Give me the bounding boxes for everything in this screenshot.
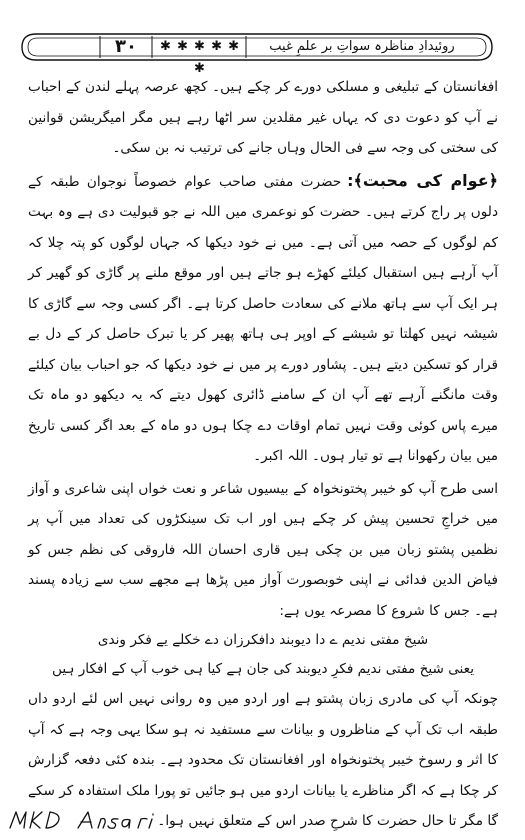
verse-pashto: شیخ مفتی ندیم ے دا دیوبند دافکرزان دے خکلے یے فکر وندی <box>97 632 429 648</box>
page-number: ۳۰ <box>115 36 137 57</box>
verse-urdu-translation: یعنی شیخ مفتی ندیم فکرِ دیوبند کی جان ہے کیا ہی خوب آپ کے افکار ہیں <box>52 661 474 677</box>
running-header <box>20 32 494 76</box>
signature-mkd-ansari <box>6 806 206 834</box>
header-star-ornaments: ✱ ✱ ✱ ✱ ✱ ✱ <box>160 39 240 76</box>
handwritten-signature <box>6 806 206 834</box>
paragraph-poets: اسی طرح آپ کو خیبر پختونخواہ کے بیسیوں شاعر و نعت خواں اپنی شاعری و آواز میں خراجِ تحسین پیش کر چکے ہیں اور اب تک سینکڑوں کی تعداد میں آپ پر نظمیں پشتو زبان میں بن چکی ہیں قاری احسان اللہ فاروقی کی نظم جس کو فیاض الدین فدائی نے اپنی خوبصورت آواز میں پڑھا ہے مجھے سب سے زیادہ پسند ہے۔ جس کا شروع کا مصرعہ یوں ہے: <box>28 480 498 619</box>
paragraph-language: چونکہ آپ کی مادری زبان پشتو ہے اور اردو میں وہ روانی نہیں اس لئے اردو داں طبقہ اب تک آپ کے مناظروں و بیانات سے مستفید نہ ہو سکا یہی وجہ ہے کہ آپ کا اثر و رسوخ خیبر پختونخواہ اور افغانستان تک محدود ہے۔ بندہ کئی دفعہ گزارش کر چکا ہے کہ اگر مناظرے یا بیانات اردو میں ہو جائیں تو پورا ملک استفادہ کر سکے گا مگر تا حال حضرت کا شرحِ صدر اس کے متعلق نہیں ہوا۔ <box>28 691 498 829</box>
paragraph-public-love-text: حضرت مفتی صاحب عوام خصوصاً نوجوان طبقہ کے دلوں پر راج کرتے ہیں۔ حضرت کو نوعمری میں اللہ نے جو قبولیت دی ہے وہ بہت کم لوگوں کے حصہ میں آتی ہے۔ میں نے خود دیکھا کہ جہاں لوگوں کو پتہ چلا کہ آپ آرہے ہیں استقبال کیلئے کھڑے ہو جاتے ہیں اور موقع ملنے پر گاڑی کو گھیر کر ہر ایک آپ سے ہاتھ ملانے کی سعادت حاصل کرتا ہے۔ اگر کسی وجہ سے گاڑی کا شیشہ نہیں کھلتا تو شیشے کے اوپر ہی ہاتھ پھیر کر یا تبرک حاصل کر کے دل بے قرار کو تسکین دیتے ہیں۔ پشاور دورے پر میں نے خود دیکھا کہ جو احباب بیان کیلئے وقت مانگنے آرہے تھے آپ ان کے سامنے ڈائری کھول دیتے کہ یہ دیکھو دو ماہ تک میرے پاس کوئی وقت نہیں تمام اوقات دے چکا ہوں دو ماہ کے بعد اگر کسی تاریخ میں بیان رکھوانا ہے تو تیار ہوں۔ اللہ اکبر۔ <box>28 173 498 464</box>
paragraph-intro: افغانستان کے تبلیغی و مسلکی دورے کر چکے ہیں۔ کچھ عرصہ پہلے لندن کے احباب نے آپ کو دعوت دی کہ یہاں غیر مقلدین سر اٹھا رہے ہیں مگر امیگریشن قوانین کی سختی کی وجہ سے فی الحال وہاں جانے کی ترتیب نہ بن سکی۔ <box>28 79 498 156</box>
section-heading: ﴿عوام کی محبت﴾: <box>347 170 499 190</box>
running-title: روئیدادِ مناظرہ سواتِ بر علمِ غیب <box>269 39 455 54</box>
page-body <box>28 72 499 829</box>
paragraph-public-love <box>28 166 498 472</box>
